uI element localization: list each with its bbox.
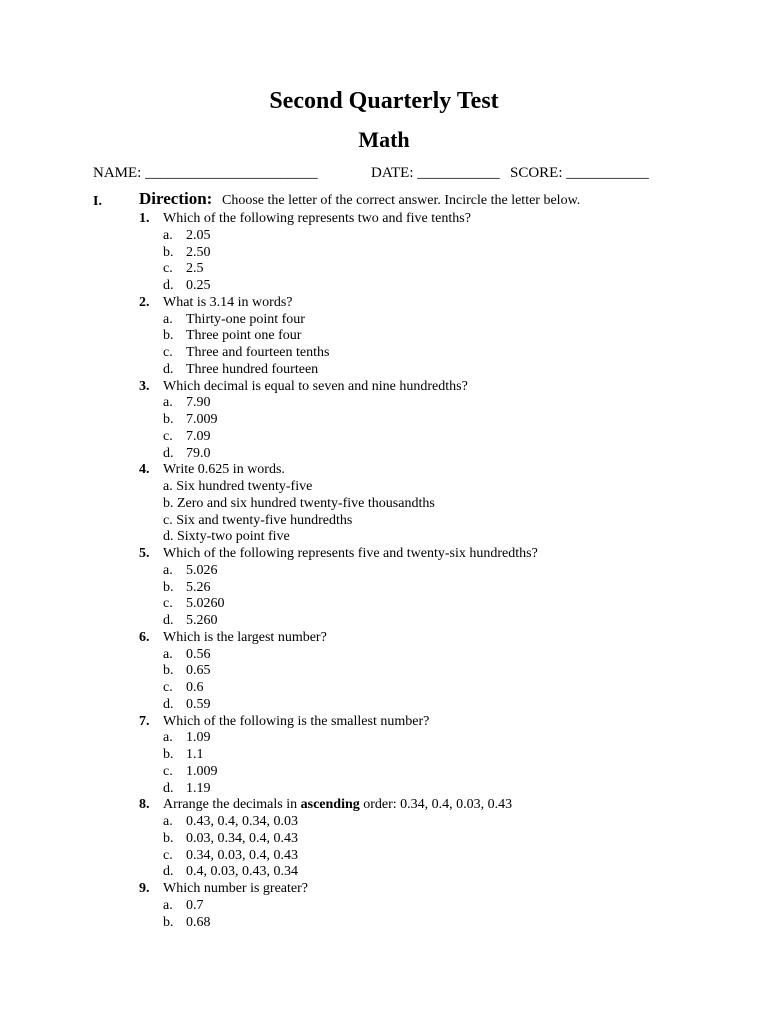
question-text: Which of the following is the smallest number? xyxy=(163,713,430,729)
option-text: 0.25 xyxy=(186,278,211,293)
question-number: 1. xyxy=(139,211,150,226)
option-letter: a. xyxy=(163,897,173,913)
option-item[interactable] xyxy=(93,345,713,362)
question-number: 7. xyxy=(139,713,150,729)
option-item[interactable] xyxy=(93,747,713,764)
option-item[interactable]: a. Six hundred twenty-five xyxy=(163,479,313,494)
option-item[interactable] xyxy=(93,245,713,262)
option-item[interactable] xyxy=(93,362,713,379)
option-text: 2.05 xyxy=(186,227,211,243)
option-item[interactable] xyxy=(93,697,713,714)
option-text: Three and fourteen tenths xyxy=(186,345,330,360)
option-item[interactable] xyxy=(93,395,713,412)
option-text: 0.65 xyxy=(186,663,211,679)
page-subtitle: Math xyxy=(358,127,410,152)
option-item[interactable] xyxy=(93,781,713,798)
question-text: Which is the largest number? xyxy=(163,629,327,645)
option-item[interactable] xyxy=(93,613,713,630)
option-item[interactable] xyxy=(93,831,713,848)
option-letter: c. xyxy=(163,680,173,695)
option-text: 5.026 xyxy=(186,562,218,578)
option-letter: b. xyxy=(163,663,174,679)
option-item[interactable] xyxy=(93,261,713,278)
question-8 xyxy=(93,797,713,814)
option-letter: b. xyxy=(163,747,174,762)
question-9 xyxy=(93,881,713,898)
option-letter: c. xyxy=(163,261,173,277)
option-text: 2.5 xyxy=(186,261,204,277)
option-item[interactable] xyxy=(93,680,713,697)
question-text-before: Arrange the decimals in xyxy=(163,797,301,813)
question-1 xyxy=(93,211,713,228)
option-text: 0.6 xyxy=(186,680,204,695)
option-item[interactable] xyxy=(93,563,713,580)
option-text: 0.03, 0.34, 0.4, 0.43 xyxy=(186,830,298,846)
option-letter: d. xyxy=(163,361,174,377)
direction-line xyxy=(93,191,713,211)
question-text-after: order: 0.34, 0.4, 0.03, 0.43 xyxy=(359,797,513,813)
question-text: Write 0.625 in words. xyxy=(163,462,285,478)
option-text: 2.50 xyxy=(186,244,211,260)
option-letter: b. xyxy=(163,830,174,846)
option-text: 5.260 xyxy=(186,613,218,628)
option-text: 0.7 xyxy=(186,897,204,913)
option-text: 0.34, 0.03, 0.4, 0.43 xyxy=(186,847,298,863)
option-text: 7.09 xyxy=(186,428,211,444)
option-item[interactable]: d. Sixty-two point five xyxy=(163,529,290,545)
option-item[interactable] xyxy=(93,864,713,881)
option-text: 5.0260 xyxy=(186,596,225,612)
option-item[interactable] xyxy=(93,312,713,329)
option-item[interactable] xyxy=(93,730,713,747)
direction-label: Direction: xyxy=(139,189,213,208)
option-letter: a. xyxy=(163,395,173,411)
option-item[interactable] xyxy=(93,898,713,915)
question-5 xyxy=(93,546,713,563)
question-number: 5. xyxy=(139,546,150,561)
question-text: Which of the following represents five and twenty-six hundredths? xyxy=(163,546,538,561)
option-letter: b. xyxy=(163,579,174,595)
score-field: SCORE: ___________ xyxy=(510,165,649,181)
option-item[interactable] xyxy=(93,228,713,245)
option-item[interactable] xyxy=(93,764,713,781)
option-item[interactable]: b. Zero and six hundred twenty-five thousandths xyxy=(163,495,435,511)
option-letter: d. xyxy=(163,696,174,712)
option-letter: d. xyxy=(163,780,174,796)
option-text: 0.68 xyxy=(186,914,211,930)
page-title: Second Quarterly Test xyxy=(269,88,499,114)
option-text: 5.26 xyxy=(186,579,211,595)
option-letter: c. xyxy=(163,596,173,612)
option-text: 7.90 xyxy=(186,395,211,411)
option-letter: a. xyxy=(163,562,173,578)
direction-text: Choose the letter of the correct answer. Incircle the letter below. xyxy=(222,193,581,208)
question-text: Which decimal is equal to seven and nine hundredths? xyxy=(163,378,468,394)
option-item[interactable] xyxy=(93,278,713,295)
section-one xyxy=(93,191,713,931)
option-letter: b. xyxy=(163,412,174,427)
option-item[interactable]: c. Six and twenty-five hundredths xyxy=(163,512,353,528)
question-emphasis: ascending xyxy=(300,797,360,813)
option-text: 1.09 xyxy=(186,730,211,746)
option-item[interactable] xyxy=(93,848,713,865)
option-letter: d. xyxy=(163,445,174,461)
option-letter: a. xyxy=(163,646,173,662)
option-letter: a. xyxy=(163,814,173,829)
question-7 xyxy=(93,714,713,731)
option-text: 0.43, 0.4, 0.34, 0.03 xyxy=(186,814,298,829)
section-numeral: I. xyxy=(93,194,102,209)
option-text: Three hundred fourteen xyxy=(186,361,319,377)
question-number: 8. xyxy=(139,797,150,813)
option-item[interactable] xyxy=(93,663,713,680)
option-letter: d. xyxy=(163,613,174,628)
option-item[interactable] xyxy=(93,446,713,463)
question-number: 4. xyxy=(139,462,150,478)
option-text: 0.56 xyxy=(186,646,211,662)
name-field: NAME: _______________________ xyxy=(93,165,318,181)
option-item[interactable] xyxy=(93,412,713,429)
question-number: 9. xyxy=(139,881,150,896)
option-item[interactable] xyxy=(93,580,713,597)
option-letter: c. xyxy=(163,847,173,863)
date-field: DATE: ___________ xyxy=(371,165,500,181)
option-letter: a. xyxy=(163,730,173,746)
option-letter: c. xyxy=(163,428,173,444)
question-text: Which number is greater? xyxy=(163,881,308,896)
option-letter: b. xyxy=(163,244,174,260)
option-text: 1.1 xyxy=(186,747,204,762)
option-letter: d. xyxy=(163,278,174,293)
option-item[interactable] xyxy=(93,328,713,345)
option-letter: b. xyxy=(163,328,174,344)
question-2 xyxy=(93,295,713,312)
option-letter: c. xyxy=(163,345,173,360)
option-text: 7.009 xyxy=(186,412,218,427)
option-item[interactable] xyxy=(93,915,713,932)
question-4 xyxy=(93,462,713,479)
option-letter: d. xyxy=(163,864,174,880)
option-text: Three point one four xyxy=(186,328,302,344)
option-letter: b. xyxy=(163,914,174,930)
option-item[interactable] xyxy=(93,596,713,613)
option-text: 79.0 xyxy=(186,445,211,461)
option-text: Thirty-one point four xyxy=(186,311,305,327)
option-item[interactable] xyxy=(93,647,713,664)
option-item[interactable] xyxy=(93,429,713,446)
option-text: 1.009 xyxy=(186,763,218,779)
question-6 xyxy=(93,630,713,647)
option-letter: a. xyxy=(163,311,173,327)
option-item[interactable] xyxy=(93,814,713,831)
question-text: What is 3.14 in words? xyxy=(163,294,293,310)
question-text: Which of the following represents two and five tenths? xyxy=(163,211,471,226)
question-number: 3. xyxy=(139,378,150,394)
question-number: 2. xyxy=(139,294,150,310)
option-letter: a. xyxy=(163,227,173,243)
question-3 xyxy=(93,379,713,396)
option-letter: c. xyxy=(163,763,173,779)
option-text: 1.19 xyxy=(186,780,211,796)
option-text: 0.59 xyxy=(186,696,211,712)
option-text: 0.4, 0.03, 0.43, 0.34 xyxy=(186,864,298,880)
question-number: 6. xyxy=(139,629,150,645)
